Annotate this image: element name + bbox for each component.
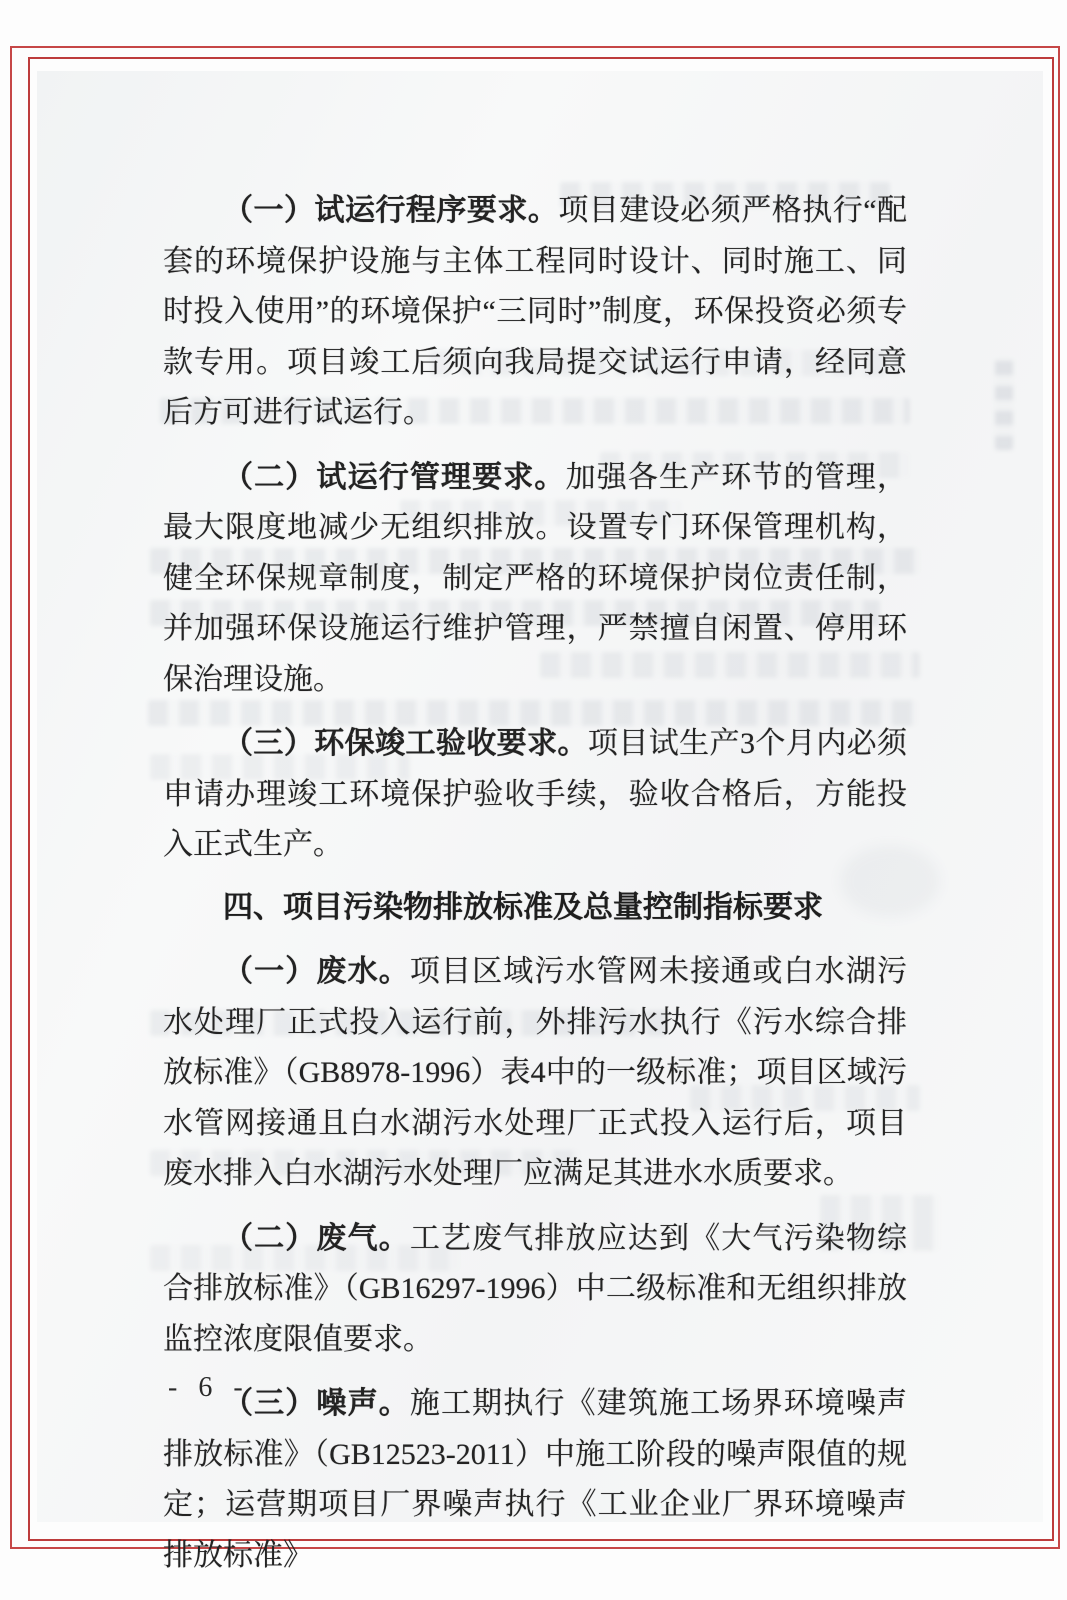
paragraph-text: 项目区域污水管网未接通或白水湖污水处理厂正式投入运行前，外排污水执行《污水综合排放标准》（GB8978-1996）表4中的一级标准；项目区域污水管网接通且白水湖污水处理厂正式投入运行后，项目废水排入白水湖污水处理厂应满足其进水水质要求。 — [163, 955, 908, 1190]
paragraph-label: （一）废水。 — [223, 955, 410, 988]
page-number: - 6 - — [168, 1372, 250, 1403]
paragraph-label: （二）试运行管理要求。 — [223, 460, 566, 494]
paragraph-label: （二）废气。 — [223, 1221, 410, 1255]
paragraph-label: （三）环保竣工验收要求。 — [223, 727, 588, 760]
paragraph-waste-gas — [163, 1214, 907, 1366]
paragraph-wastewater — [163, 947, 907, 1200]
paragraph-trial-run-management — [163, 453, 907, 706]
paragraph-noise — [163, 1379, 907, 1581]
paragraph-text: 项目建设必须严格执行“配套的环境保护设施与主体工程同时设计、同时施工、同时投入使用”的环境保护“三同时”制度，环保投资必须专款专用。项目竣工后须向我局提交试运行申请，经同意后方可进行试运行。 — [163, 194, 907, 429]
handwritten-margin-mark — [995, 358, 1013, 450]
paragraph-text: 加强各生产环节的管理，最大限度地减少无组织排放。设置专门环保管理机构，健全环保规章制度，制定严格的环境保护岗位责任制，并加强环保设施运行维护管理，严禁擅自闲置、停用环保治理设施。 — [163, 460, 908, 696]
paragraph-label: （一）试运行程序要求。 — [223, 194, 559, 227]
paragraph-trial-run-procedure — [163, 186, 907, 439]
paragraph-completion-acceptance — [163, 719, 907, 871]
paragraph-label: （三）噪声。 — [223, 1387, 410, 1420]
paragraph-text: 项目试生产3个月内必须申请办理竣工环境保护验收手续，验收合格后，方能投入正式生产。 — [163, 727, 908, 861]
section-heading-pollutant-standards: 四、项目污染物排放标准及总量控制指标要求 — [223, 890, 823, 924]
document-body — [163, 186, 907, 1581]
paragraph-text: 工艺废气排放应达到《大气污染物综合排放标准》（GB16297-1996）中二级标准和无组织排放监控浓度限值要求。 — [163, 1221, 908, 1356]
paragraph-text: 施工期执行《建筑施工场界环境噪声排放标准》（GB12523-2011）中施工阶段的噪声限值的规定；运营期项目厂界噪声执行《工业企业厂界环境噪声排放标准》 — [163, 1387, 908, 1572]
